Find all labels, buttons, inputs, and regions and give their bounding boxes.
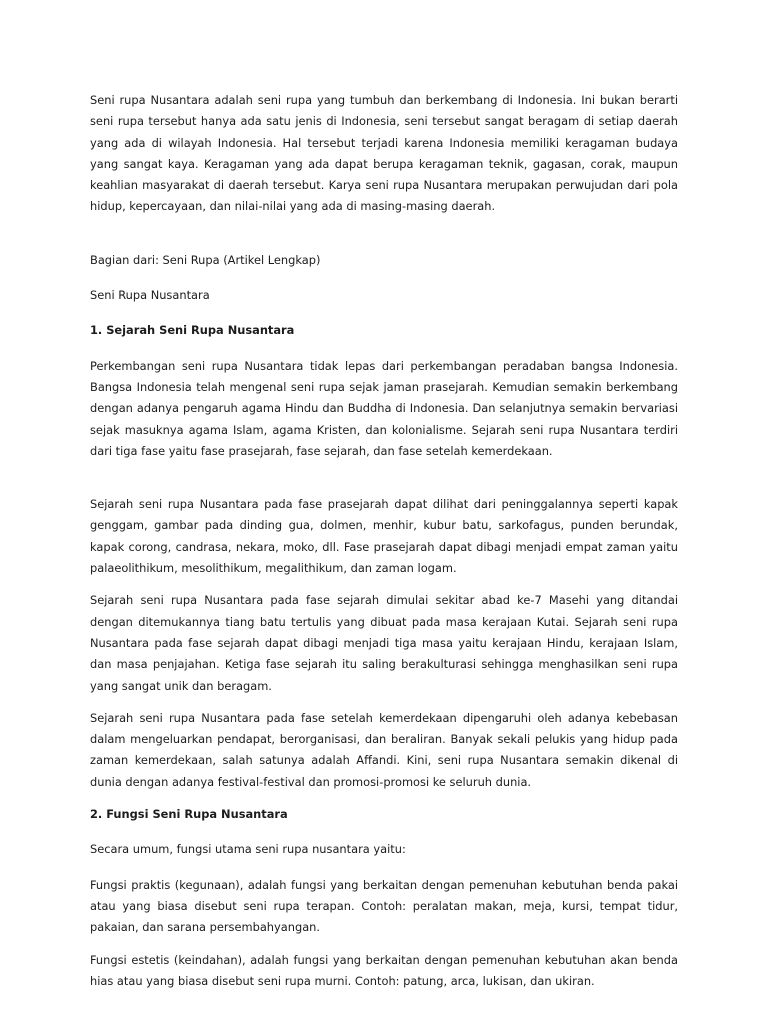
kemerdekaan-paragraph: Sejarah seni rupa Nusantara pada fase setelah kemerdekaan dipengaruhi oleh adanya kebebasan dalam mengeluarkan pendapat, berorganisasi, dan beraliran. Banyak sekali pelukis yang hidup pada zaman kemerdekaan, salah satunya adalah Affandi. Kini, seni rupa Nusantara semakin dikenal di dunia dengan adanya festival-festival dan promosi-promosi ke seluruh dunia. [90,710,678,789]
sejarah-intro-paragraph: Perkembangan seni rupa Nusantara tidak lepas dari perkembangan peradaban bangsa Indonesia. Bangsa Indonesia telah mengenal seni rupa sejak jaman prasejarah. Kemudian semakin berkembang dengan adanya pengaruh agama Hindu dan Buddha di Indonesia. Dan selanjutnya semakin bervariasi sejak masuknya agama Islam, agama Kristen, dan kolonialisme. Sejarah seni rupa Nusantara terdiri dari tiga fase yaitu fase prasejarah, fase sejarah, dan fase setelah kemerdekaan. [90,358,678,458]
section-heading-fungsi: 2. Fungsi Seni Rupa Nusantara [90,807,288,822]
fungsi-praktis-paragraph: Fungsi praktis (kegunaan), adalah fungsi yang berkaitan dengan pemenuhan kebutuhan benda pakai atau yang biasa disebut seni rupa terapan. Contoh: peralatan makan, meja, kursi, tempat tidur, pakaian, dan sarana persembahyangan. [90,877,678,935]
fungsi-intro-paragraph: Secara umum, fungsi utama seni rupa nusantara yaitu: [90,842,406,857]
prasejarah-paragraph: Sejarah seni rupa Nusantara pada fase prasejarah dapat dilihat dari peninggalannya seperti kapak genggam, gambar pada dinding gua, dolmen, menhir, kubur batu, sarkofagus, punden berundak, kapak corong, candrasa, nekara, moko, dll. Fase prasejarah dapat dibagi menjadi empat zaman yaitu palaeolithikum, mesolithikum, megalithikum, dan zaman logam. [90,497,678,576]
fungsi-estetis-paragraph: Fungsi estetis (keindahan), adalah fungsi yang berkaitan dengan pemenuhan kebutuhan akan benda hias atau yang biasa disebut seni rupa murni. Contoh: patung, arca, lukisan, dan ukiran. [90,952,678,988]
bagian-dari-line: Bagian dari: Seni Rupa (Artikel Lengkap) [90,252,321,267]
fase-sejarah-paragraph: Sejarah seni rupa Nusantara pada fase sejarah dimulai sekitar abad ke-7 Masehi yang ditandai dengan ditemukannya tiang batu tertulis yang dibuat pada masa kerajaan Kutai. Sejarah seni rupa Nusantara pada fase sejarah dapat dibagi menjadi tiga masa yaitu kerajaan Hindu, kerajaan Islam, dan masa penjajahan. Ketiga fase sejarah itu saling berakulturasi sehingga menghasilkan seni rupa yang sangat unik dan beragam. [90,593,678,693]
intro-paragraph: Seni rupa Nusantara adalah seni rupa yang tumbuh dan berkembang di Indonesia. Ini bukan berarti seni rupa tersebut hanya ada satu jenis di Indonesia, seni tersebut sangat beragam di setiap daerah yang ada di wilayah Indonesia. Hal tersebut terjadi karena Indonesia memiliki keragaman budaya yang sangat kaya. Keragaman yang ada dapat berupa keragaman teknik, gagasan, corak, maupun keahlian masyarakat di daerah tersebut. Karya seni rupa Nusantara merupakan perwujudan dari pola hidup, kepercayaan, dan nilai-nilai yang ada di masing-masing daerah. [90,93,678,214]
section-heading-sejarah: 1. Sejarah Seni Rupa Nusantara [90,323,295,338]
document-page [90,90,678,1003]
subtitle: Seni Rupa Nusantara [90,288,210,303]
